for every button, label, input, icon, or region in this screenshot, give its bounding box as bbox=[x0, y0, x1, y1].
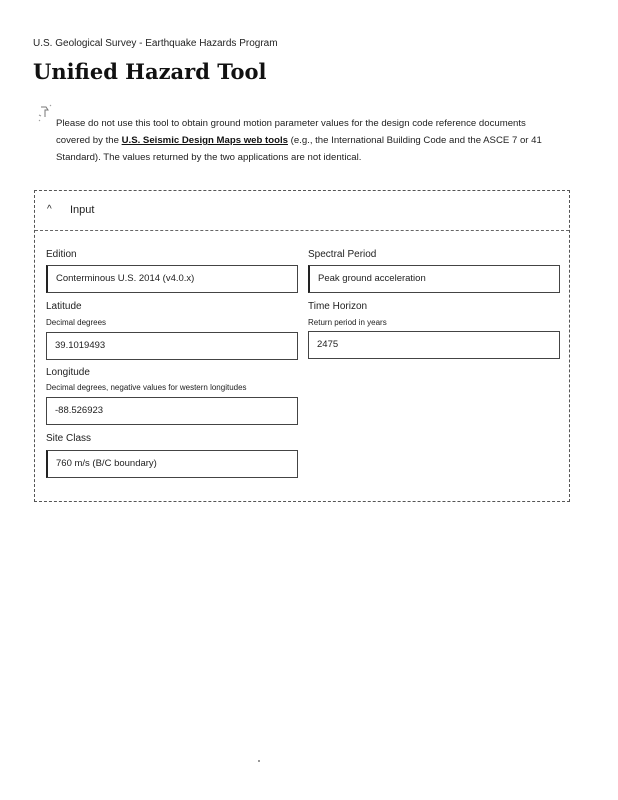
chevron-up-icon[interactable]: ^ bbox=[47, 204, 52, 215]
longitude-label: Longitude bbox=[46, 367, 90, 378]
edition-select[interactable]: Conterminous U.S. 2014 (v4.0.x) bbox=[46, 265, 298, 293]
time-horizon-input[interactable]: 2475 bbox=[308, 331, 560, 359]
notice-text-after: (e.g., the International Building Code and the ASCE 7 or 41 Standard). The values returned by the two applications are not identical. bbox=[56, 135, 542, 163]
scan-dot bbox=[258, 760, 260, 762]
input-panel bbox=[34, 190, 570, 502]
time-horizon-sublabel: Return period in years bbox=[308, 318, 387, 327]
time-horizon-label: Time Horizon bbox=[308, 301, 368, 312]
input-panel-title: Input bbox=[70, 204, 95, 216]
page-title: Unified Hazard Tool bbox=[33, 59, 267, 84]
agency-header: U.S. Geological Survey - Earthquake Hazards Program bbox=[33, 38, 278, 49]
latitude-input[interactable]: 39.1019493 bbox=[46, 332, 298, 360]
seismic-design-maps-link[interactable]: U.S. Seismic Design Maps web tools bbox=[121, 135, 288, 146]
input-panel-header[interactable] bbox=[35, 191, 569, 231]
notice-message bbox=[56, 115, 562, 166]
longitude-input[interactable]: -88.526923 bbox=[46, 397, 298, 425]
notice-icon bbox=[38, 104, 52, 124]
spectral-period-label: Spectral Period bbox=[308, 249, 377, 260]
longitude-sublabel: Decimal degrees, negative values for western longitudes bbox=[46, 383, 247, 392]
edition-label: Edition bbox=[46, 249, 77, 260]
latitude-sublabel: Decimal degrees bbox=[46, 318, 107, 327]
site-class-label: Site Class bbox=[46, 433, 92, 444]
latitude-label: Latitude bbox=[46, 301, 82, 312]
site-class-select[interactable]: 760 m/s (B/C boundary) bbox=[46, 450, 298, 478]
spectral-period-select[interactable]: Peak ground acceleration bbox=[308, 265, 560, 293]
notice-text-before: Please do not use this tool to obtain ground motion parameter values for the design code reference documents covered by the bbox=[56, 118, 526, 146]
